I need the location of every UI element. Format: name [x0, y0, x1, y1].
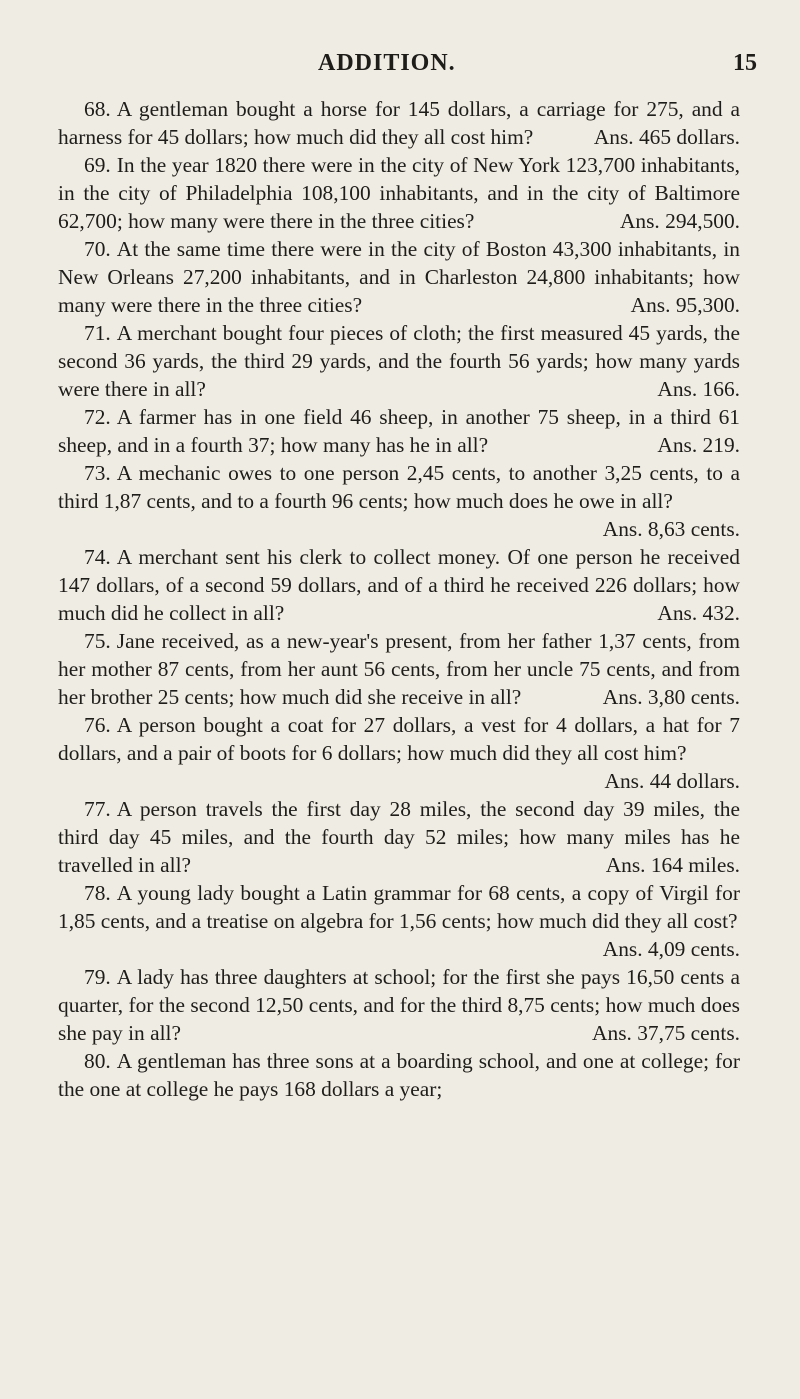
problem-answer: Ans. 164 miles.	[605, 853, 740, 877]
problem-text: A merchant bought four pieces of cloth; the first measured 45 yards, the second 36 yards, the third 29 yards, and the fourth 56 yards; how many yards were there in all?	[58, 321, 740, 401]
problem-answer: Ans. 166.	[657, 377, 740, 401]
problem-text: A farmer has in one field 46 sheep, in another 75 sheep, in a third 61 sheep, and in a fourth 37; how many has he in all?	[58, 405, 740, 457]
problem-text: A gentleman has three sons at a boarding school, and one at college; for the one at college he pays 168 dollars a year;	[58, 1049, 740, 1101]
problem-number: 74.	[84, 545, 111, 569]
running-head	[0, 50, 800, 82]
problem-77	[58, 795, 740, 879]
problem-number: 79.	[84, 965, 111, 989]
problem-72	[58, 403, 740, 459]
problem-list	[58, 95, 740, 1103]
problem-text: A gentleman bought a horse for 145 dollars, a carriage for 275, and a harness for 45 dollars; how much did they all cost him?	[58, 97, 740, 149]
problem-78	[58, 879, 740, 961]
problem-68	[58, 95, 740, 151]
problem-74	[58, 543, 740, 627]
problem-answer: Ans. 4,09 cents.	[602, 937, 740, 961]
problem-text: Jane received, as a new-year's present, from her father 1,37 cents, from her mother 87 cents, from her aunt 56 cents, from her uncle 75 cents, and from her brother 25 cents; how much did she receive in all?	[58, 629, 740, 709]
problem-text: At the same time there were in the city of Boston 43,300 inhabitants, in New Orleans 27,200 inhabitants, and in Charleston 24,800 inhabitants; how many were there in the three cities?	[58, 237, 740, 317]
problem-answer: Ans. 219.	[657, 433, 740, 457]
page-number: 15	[733, 50, 757, 76]
problem-73	[58, 459, 740, 541]
problem-text: A merchant sent his clerk to collect money. Of one person he received 147 dollars, of a second 59 dollars, and of a third he received 226 dollars; how much did he collect in all?	[58, 545, 740, 625]
problem-number: 71.	[84, 321, 111, 345]
problem-answer: Ans. 95,300.	[630, 293, 740, 317]
problem-number: 80.	[84, 1049, 111, 1073]
problem-70	[58, 235, 740, 319]
problem-number: 73.	[84, 461, 111, 485]
problem-number: 72.	[84, 405, 111, 429]
problem-text: A young lady bought a Latin grammar for 68 cents, a copy of Virgil for 1,85 cents, and a treatise on algebra for 1,56 cents; how much did they all cost?	[58, 881, 740, 933]
problem-answer: Ans. 44 dollars.	[604, 769, 740, 793]
problem-number: 68.	[84, 97, 111, 121]
problem-text: A person bought a coat for 27 dollars, a vest for 4 dollars, a hat for 7 dollars, and a pair of boots for 6 dollars; how much did they all cost him?	[58, 713, 740, 765]
problem-number: 75.	[84, 629, 111, 653]
problem-number: 78.	[84, 881, 111, 905]
problem-text: A lady has three daughters at school; for the first she pays 16,50 cents a quarter, for the second 12,50 cents, and for the third 8,75 cents; how much does she pay in all?	[58, 965, 740, 1045]
problem-text: A person travels the first day 28 miles, the second day 39 miles, the third day 45 miles, and the fourth day 52 miles; how many miles has he travelled in all?	[58, 797, 740, 877]
problem-text: A mechanic owes to one person 2,45 cents, to another 3,25 cents, to a third 1,87 cents, and to a fourth 96 cents; how much does he owe in all?	[58, 461, 740, 513]
problem-76	[58, 711, 740, 793]
problem-answer: Ans. 294,500.	[619, 209, 740, 233]
chapter-title: ADDITION.	[318, 50, 456, 76]
problem-text: In the year 1820 there were in the city of New York 123,700 inhabitants, in the city of Philadelphia 108,100 inhabitants, and in the city of Baltimore 62,700; how many were there in the three cities?	[58, 153, 740, 233]
problem-71	[58, 319, 740, 403]
problem-number: 77.	[84, 797, 111, 821]
problem-answer: Ans. 8,63 cents.	[602, 517, 740, 541]
problem-answer: Ans. 3,80 cents.	[602, 685, 740, 709]
problem-answer: Ans. 432.	[657, 601, 740, 625]
problem-80	[58, 1047, 740, 1103]
problem-number: 70.	[84, 237, 111, 261]
problem-69	[58, 151, 740, 235]
problem-75	[58, 627, 740, 711]
problem-79	[58, 963, 740, 1047]
problem-number: 76.	[84, 713, 111, 737]
problem-answer: Ans. 465 dollars.	[593, 125, 740, 149]
problem-answer: Ans. 37,75 cents.	[592, 1021, 740, 1045]
problem-number: 69.	[84, 153, 111, 177]
